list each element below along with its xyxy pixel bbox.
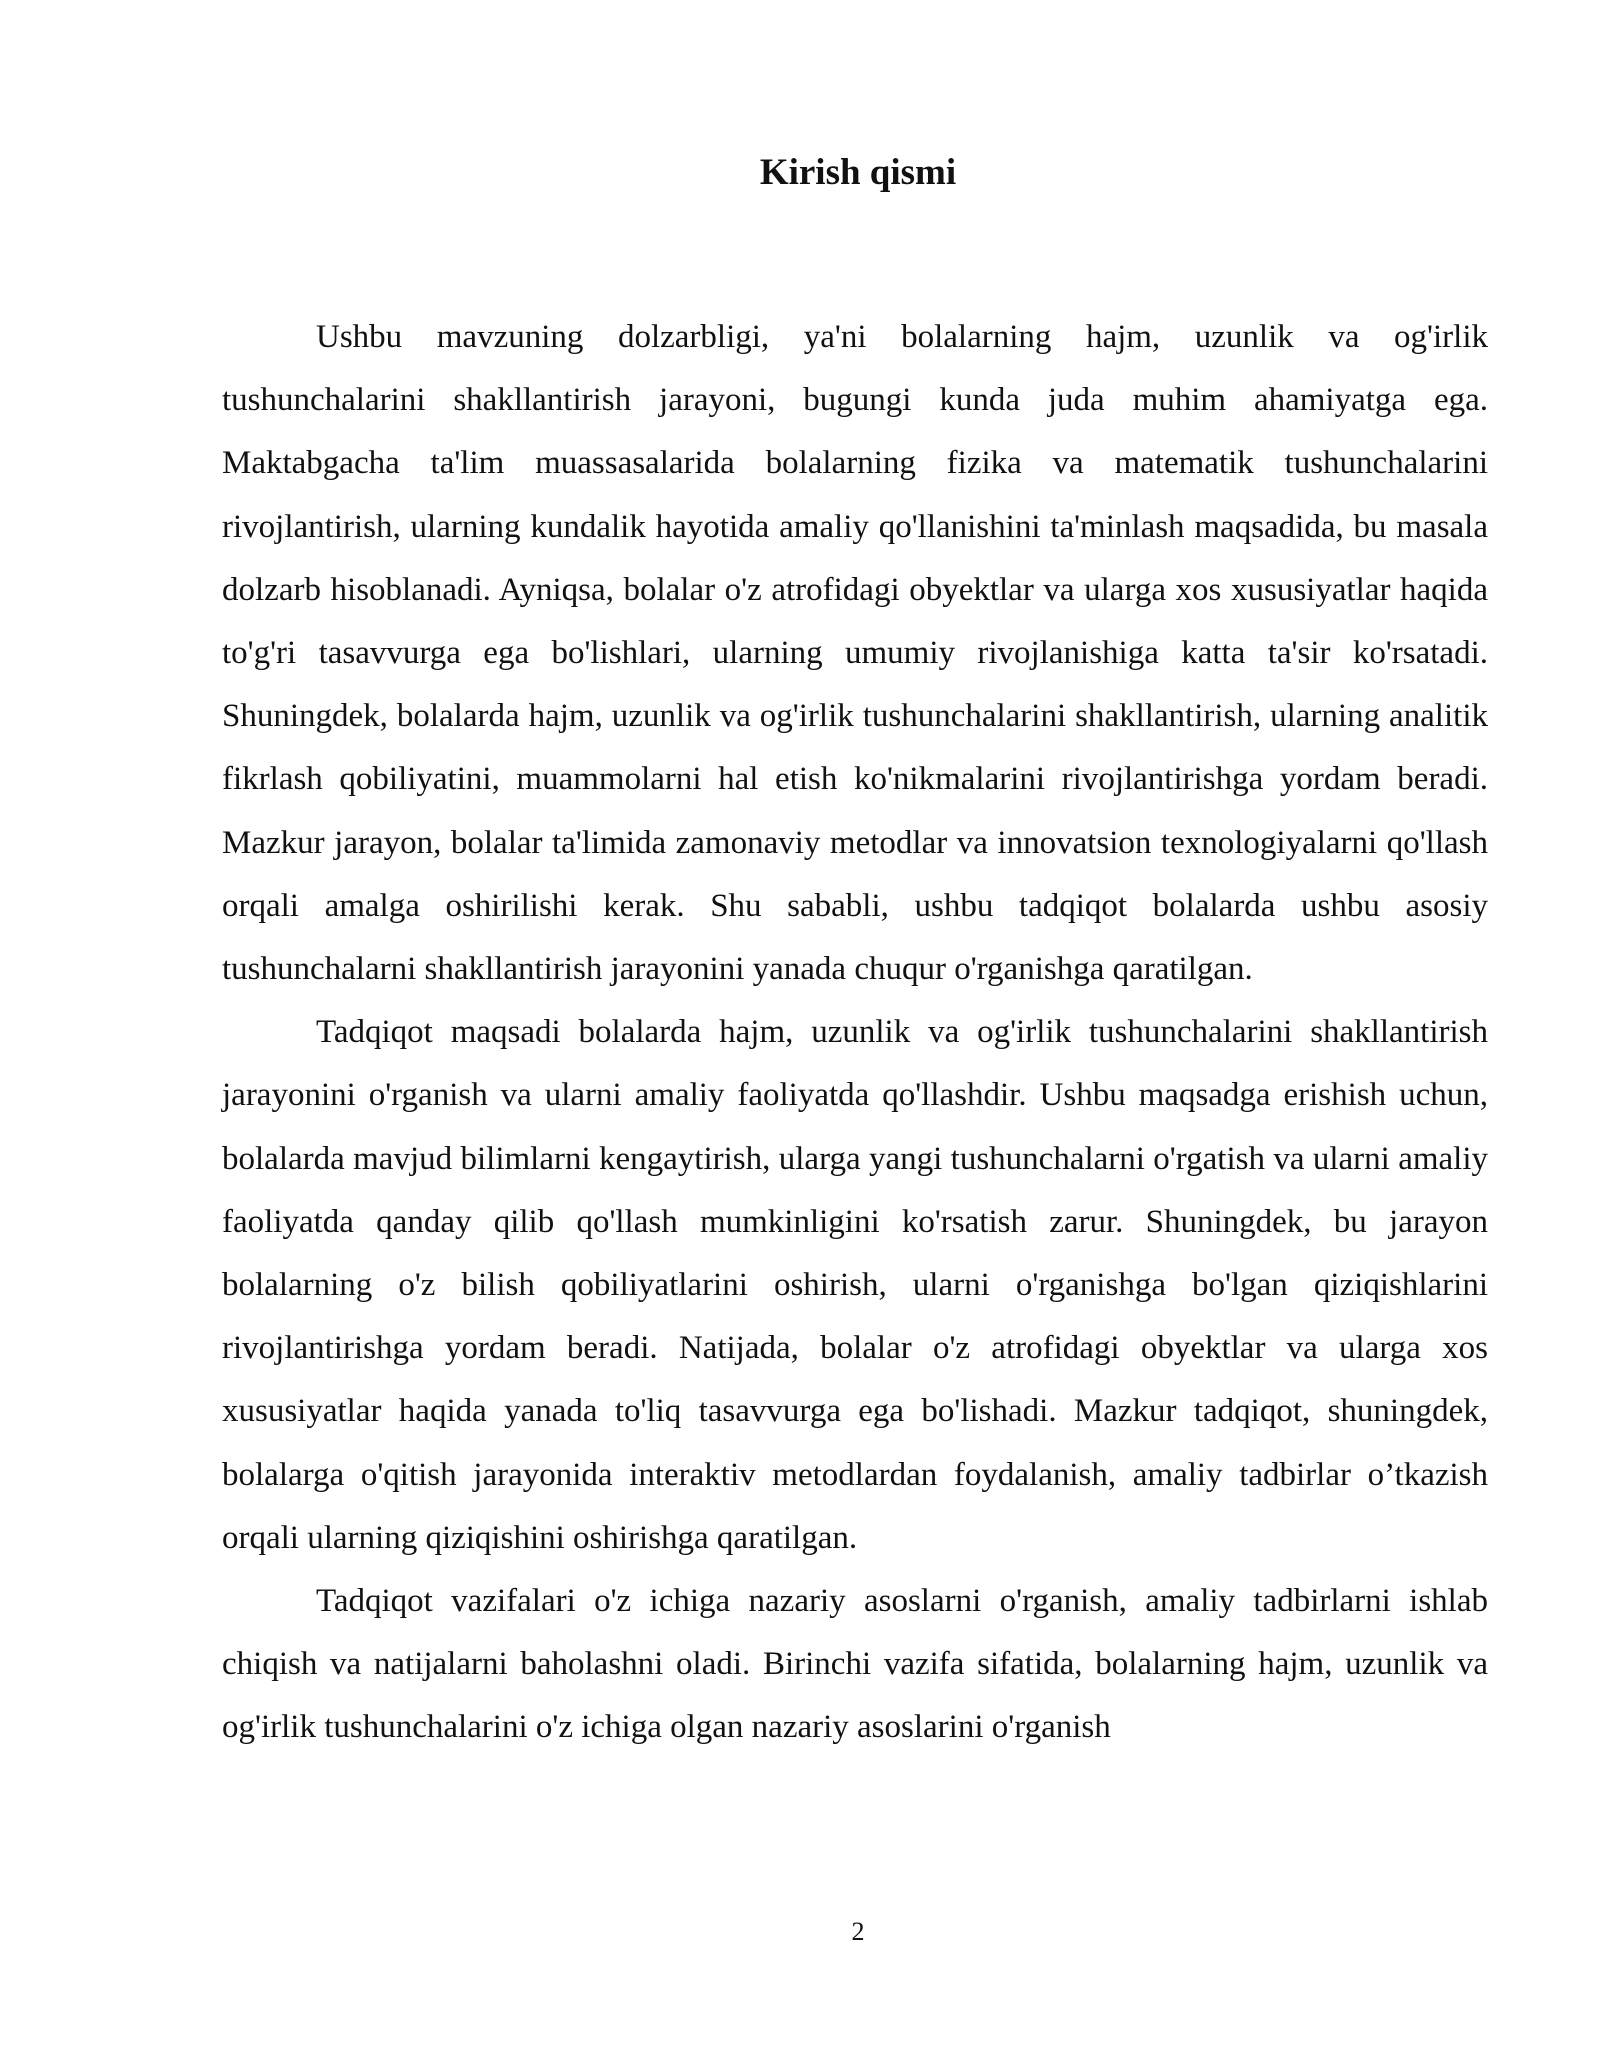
page-number: 2 xyxy=(851,1917,865,1946)
body-text xyxy=(222,306,1488,1760)
page-title: Kirish qismi xyxy=(759,152,957,193)
paragraph-relevance: Ushbu mavzuning dolzarbligi, ya'ni bolalarning hajm, uzunlik va og'irlik tushunchalarini shakllantirish jarayoni, bugungi kunda juda muhim ahamiyatga ega. Maktabgacha ta'lim muassasalarida bolalarning fizika va matematik tushunchalarini rivojlantirish, ularning kundalik hayotida amaliy qo'llanishini ta'minlash maqsadida, bu masala dolzarb hisoblanadi. Ayniqsa, bolalar o'z atrofidagi obyektlar va ularga xos xususiyatlar haqida to'g'ri tasavvurga ega bo'lishlari, ularning umumiy rivojlanishiga katta ta'sir ko'rsatadi. Shuningdek, bolalarda hajm, uzunlik va og'irlik tushunchalarini shakllantirish, ularning analitik fikrlash qobiliyatini, muammolarni hal etish ko'nikmalarini rivojlantirishga yordam beradi. Mazkur jarayon, bolalar ta'limida zamonaviy metodlar va innovatsion texnologiyalarni qo'llash orqali amalga oshirilishi kerak. Shu sababli, ushbu tadqiqot bolalarda ushbu asosiy tushunchalarni shakllantirish jarayonini yanada chuqur o'rganishga qaratilgan. xyxy=(222,319,1488,988)
paragraph-research-goal: Tadqiqot maqsadi bolalarda hajm, uzunlik va og'irlik tushunchalarini shakllantirish jarayonini o'rganish va ularni amaliy faoliyatda qo'llashdir. Ushbu maqsadga erishish uchun, bolalarda mavjud bilimlarni kengaytirish, ularga yangi tushunchalarni o'rgatish va ularni amaliy faoliyatda qanday qilib qo'llash mumkinligini ko'rsatish zarur. Shuningdek, bu jarayon bolalarning o'z bilish qobiliyatlarini oshirish, ularni o'rganishga bo'lgan qiziqishlarini rivojlantirishga yordam beradi. Natijada, bolalar o'z atrofidagi obyektlar va ularga xos xususiyatlar haqida yanada to'liq tasavvurga ega bo'lishadi. Mazkur tadqiqot, shuningdek, bolalarga o'qitish jarayonida interaktiv metodlardan foydalanish, amaliy tadbirlar o’tkazish orqali ularning qiziqishini oshirishga qaratilgan. xyxy=(222,1014,1488,1556)
paragraph-research-tasks: Tadqiqot vazifalari o'z ichiga nazariy asoslarni o'rganish, amaliy tadbirlarni ishlab chiqish va natijalarni baholashni oladi. Birinchi vazifa sifatida, bolalarning hajm, uzunlik va og'irlik tushunchalarini o'z ichiga olgan nazariy asoslarini o'rganish xyxy=(222,1583,1488,1746)
